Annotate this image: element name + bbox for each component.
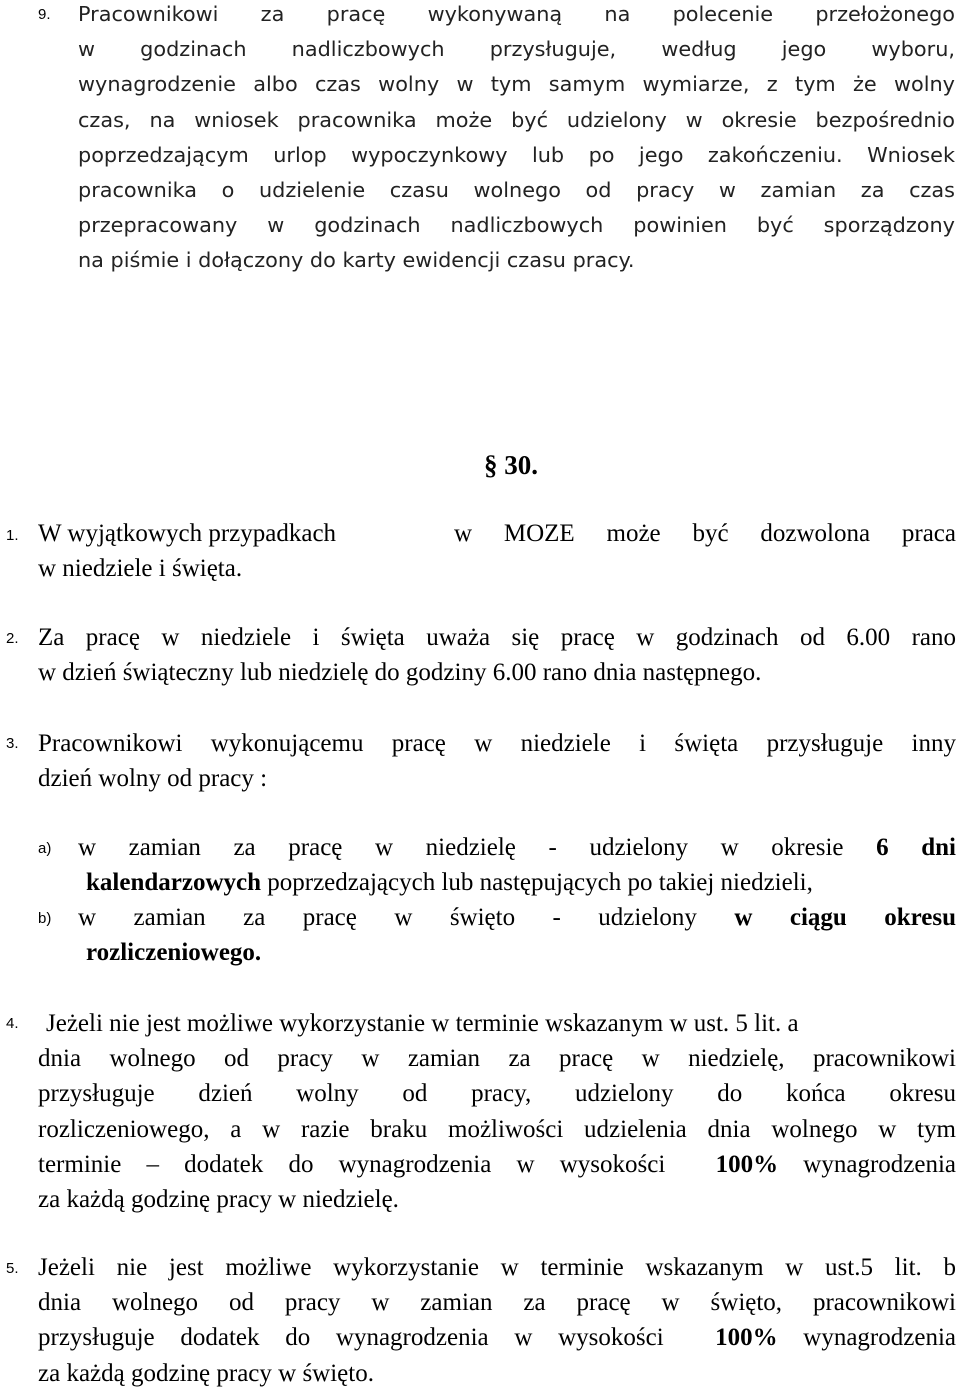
paragraph-3 — [38, 726, 956, 796]
item-9-line: pracownika o udzielenie czasu wolnego od pracy w zamian za czas — [78, 178, 955, 203]
paragraph-5-text: przysługuje dodatek do wynagrodzenia w wysokości — [38, 1324, 664, 1352]
item-9-paragraph — [78, 0, 955, 279]
paragraph-5-bold-percent: 100% — [715, 1324, 778, 1352]
paragraph-3b-line-2 — [78, 935, 956, 970]
paragraph-1-left: W wyjątkowych przypadkach — [38, 520, 337, 547]
paragraph-5-number: 5. — [6, 1260, 19, 1277]
paragraph-3b-line-1 — [78, 900, 956, 935]
paragraph-5 — [38, 1250, 956, 1391]
item-9-line: Pracownikowi za pracę wykonywaną na polecenie przełożonego — [78, 2, 955, 26]
paragraph-1-line-1 — [38, 516, 956, 551]
paragraph-5-line-3 — [38, 1320, 956, 1355]
paragraph-3a-bold: 6 dni — [876, 834, 956, 861]
paragraph-5-line: za każdą godzinę pracy w święto. — [38, 1359, 374, 1387]
paragraph-4-number: 4. — [6, 1015, 19, 1032]
paragraph-3b-text: w zamian za pracę w święto - udzielony — [78, 904, 697, 931]
paragraph-2-line: Za pracę w niedziele i święta uważa się pracę w godzinach od 6.00 rano — [38, 624, 956, 651]
item-9-line: przepracowany w godzinach nadliczbowych powinien być sporządzony — [78, 213, 955, 238]
paragraph-5-line: dnia wolnego od pracy w zamian za pracę w święto, pracownikowi — [38, 1289, 956, 1317]
paragraph-4-tail: wynagrodzenia — [778, 1150, 957, 1178]
paragraph-3b-label: b) — [38, 910, 52, 927]
paragraph-1 — [38, 516, 956, 586]
paragraph-3-line: Pracownikowi wykonującemu pracę w niedziele i święta przysługuje inny — [38, 730, 956, 757]
paragraph-4-line: przysługuje dzień wolny od pracy, udzielony do końca okresu — [38, 1080, 956, 1108]
paragraph-4-line: dnia wolnego od pracy w zamian za pracę w niedzielę, pracownikowi — [38, 1045, 956, 1073]
paragraph-3a-label: a) — [38, 840, 52, 857]
paragraph-3a-line-1 — [78, 830, 956, 865]
paragraph-3a-bold-2: kalendarzowych — [86, 869, 261, 897]
section-heading: § 30. — [484, 450, 538, 480]
paragraph-4-text: terminie – dodatek do wynagrodzenia w wysokości — [38, 1150, 666, 1178]
paragraph-1-right: w MOZE może być dozwolona praca — [454, 520, 956, 547]
item-9-number: 9. — [38, 6, 51, 23]
item-9-line: wynagrodzenie albo czas wolny w tym samym wymiarze, z tym że wolny — [78, 72, 955, 97]
paragraph-3b — [78, 900, 956, 970]
item-9-line: w godzinach nadliczbowych przysługuje, według jego wyboru, — [78, 37, 955, 62]
paragraph-1-line-2: w niedziele i święta. — [38, 555, 243, 583]
paragraph-4-bold-percent: 100% — [715, 1150, 779, 1178]
paragraph-5-tail: wynagrodzenia — [777, 1324, 956, 1352]
item-9-line: poprzedzającym urlop wypoczynkowy lub po jego zakończeniu. Wniosek — [78, 142, 955, 167]
paragraph-1-number: 1. — [6, 527, 19, 544]
paragraph-4-line: za każdą godzinę pracy w niedzielę. — [38, 1186, 399, 1214]
paragraph-3-line: dzień wolny od pracy : — [38, 765, 268, 793]
paragraph-4-line: Jeżeli nie jest możliwe wykorzystanie w terminie wskazanym w ust. 5 lit. a — [46, 1010, 799, 1037]
paragraph-3b-bold-2: rozliczeniowego. — [86, 939, 262, 967]
paragraph-4-line: rozliczeniowego, a w razie braku możliwości udzielenia dnia wolnego w tym — [38, 1115, 956, 1143]
paragraph-3-number: 3. — [6, 735, 19, 752]
paragraph-3b-bold: w ciągu okresu — [734, 904, 957, 931]
paragraph-3a — [78, 830, 956, 900]
paragraph-4 — [38, 1006, 956, 1217]
paragraph-2-number: 2. — [6, 630, 19, 647]
paragraph-5-line: Jeżeli nie jest możliwe wykorzystanie w terminie wskazanym w ust.5 lit. b — [38, 1254, 956, 1281]
paragraph-4-line-5 — [38, 1147, 956, 1182]
paragraph-3a-line-2 — [78, 865, 956, 900]
item-9-line: czas, na wniosek pracownika może być udzielony w okresie bezpośrednio — [78, 107, 955, 132]
item-9-line: na piśmie i dołączony do karty ewidencji czasu pracy. — [78, 248, 635, 273]
paragraph-3a-text: w zamian za pracę w niedzielę - udzielony w okresie — [78, 834, 844, 861]
paragraph-2 — [38, 620, 956, 690]
paragraph-3a-text-2: poprzedzających lub następujących po takiej niedzieli, — [261, 869, 813, 897]
paragraph-2-line: w dzień świąteczny lub niedzielę do godziny 6.00 rano dnia następnego. — [38, 659, 762, 687]
